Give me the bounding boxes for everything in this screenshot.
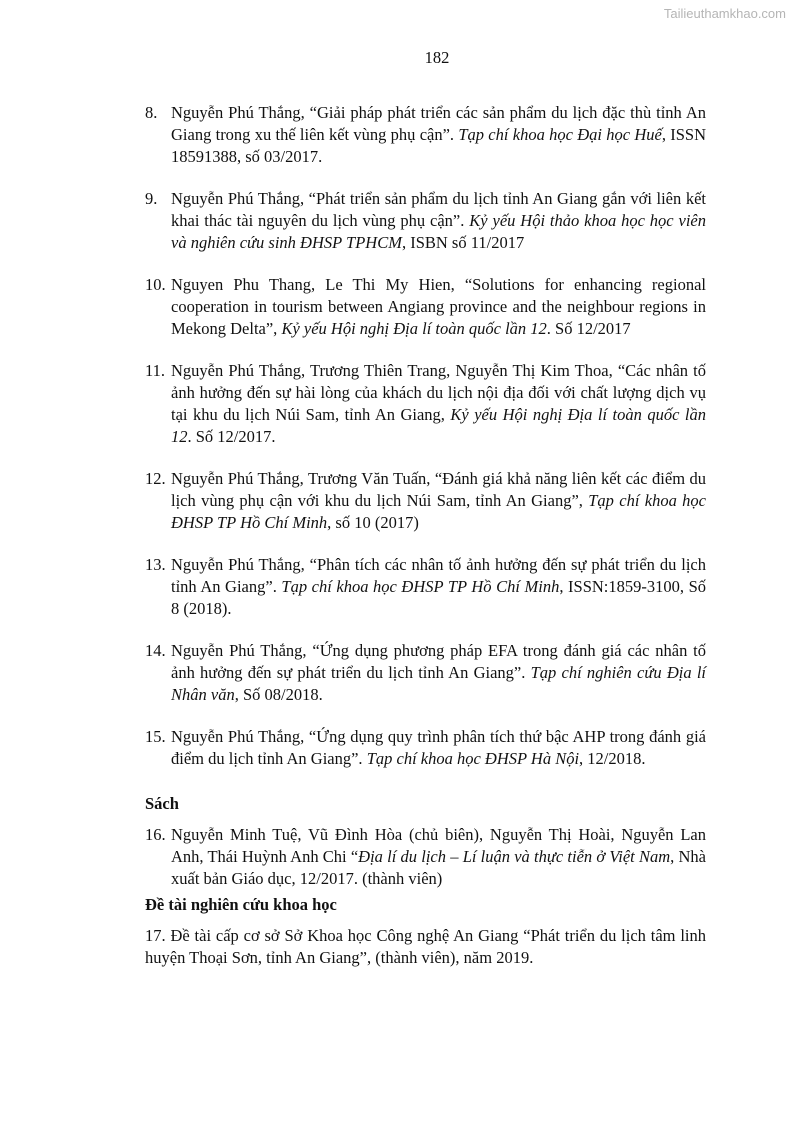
- research-heading: Đề tài nghiên cứu khoa học: [145, 895, 337, 914]
- reference-text: Nguyễn Phú Thắng, Trương Văn Tuấn, “Đánh giá khả năng liên kết các điểm du lịch vùng phụ cận với khu du lịch Núi Sam, tỉnh An Giang”,: [171, 469, 706, 510]
- book-reference: [145, 824, 706, 890]
- reference-number: 14.: [145, 641, 166, 660]
- article-reference: [145, 102, 706, 168]
- reference-text: Nguyễn Phú Thắng, “Ứng dụng phương pháp EFA trong đánh giá các nhân tố ảnh hưởng đến sự phát triển du lịch tỉnh An Giang”.: [171, 641, 706, 682]
- reference-text: Nguyễn Phú Thắng, “Ứng dụng quy trình phân tích thứ bậc AHP trong đánh giá điểm du lịch tỉnh An Giang”.: [171, 727, 706, 768]
- reference-number: 10.: [145, 275, 166, 294]
- reference-number: 11.: [145, 361, 166, 380]
- watermark: Tailieuthamkhao.com: [663, 6, 786, 21]
- reference-details: , ISSN 18591388, số 03/2017.: [171, 125, 706, 166]
- reference-details: . Số 12/2017.: [187, 427, 276, 446]
- reference-number: 8.: [145, 103, 158, 122]
- reference-number: 12.: [145, 469, 166, 488]
- reference-text: Nguyen Phu Thang, Le Thi My Hien, “Solutions for enhancing regional cooperation in tourism between Angiang province and the neighbour regions in Mekong Delta”,: [171, 275, 706, 338]
- reference-text: Nguyễn Phú Thắng, “Phát triển sản phẩm du lịch tỉnh An Giang gắn với liên kết khai thác tài nguyên du lịch vùng phụ cận”.: [171, 189, 706, 230]
- books-heading: Sách: [145, 794, 179, 813]
- reference-details: , ISSN:1859-3100, Số 8 (2018).: [171, 577, 706, 618]
- article-reference: [145, 468, 706, 534]
- reference-text: Nguyễn Phú Thắng, “Phân tích các nhân tố ảnh hưởng đến sự phát triển du lịch tỉnh An Giang”.: [171, 555, 706, 596]
- reference-details: , Số 08/2018.: [234, 685, 323, 704]
- reference-number: 16.: [145, 825, 166, 844]
- reference-details: , Nhà xuất bản Giáo dục, 12/2017. (thành viên): [171, 847, 706, 888]
- reference-title: Kỷ yếu Hội nghị Địa lí toàn quốc lần 12: [281, 319, 547, 338]
- reference-details: , số 10 (2017): [327, 513, 419, 532]
- reference-number: 15.: [145, 727, 166, 746]
- reference-title: Kỷ yếu Hội nghị Địa lí toàn quốc lần 12: [171, 405, 706, 446]
- reference-title: Tạp chí khoa học Đại học Huế: [458, 125, 662, 144]
- reference-title: Địa lí du lịch – Lí luận và thực tiễn ở Việt Nam: [358, 847, 671, 866]
- article-reference: [145, 726, 706, 770]
- document-body: [145, 102, 706, 969]
- reference-details: , ISBN số 11/2017: [401, 233, 525, 252]
- reference-details: . Số 12/2017: [546, 319, 631, 338]
- article-reference: [145, 274, 706, 340]
- reference-text: Nguyễn Minh Tuệ, Vũ Đình Hòa (chủ biên), Nguyễn Thị Hoài, Nguyễn Lan Anh, Thái Huỳnh Anh Chi “: [171, 825, 706, 866]
- reference-text: Nguyễn Phú Thắng, Trương Thiên Trang, Nguyễn Thị Kim Thoa, “Các nhân tố ảnh hưởng đến sự hài lòng của khách du lịch nội địa đối với chất lượng dịch vụ tại khu du lịch Núi Sam, tỉnh An Giang,: [171, 361, 706, 424]
- article-reference: [145, 554, 706, 620]
- article-reference: [145, 640, 706, 706]
- reference-text: Nguyễn Phú Thắng, “Giải pháp phát triển các sản phẩm du lịch đặc thù tỉnh An Giang trong xu thế liên kết vùng phụ cận”.: [171, 103, 706, 144]
- article-reference: [145, 360, 706, 448]
- research-item: 17. Đề tài cấp cơ sở Sở Khoa học Công nghệ An Giang “Phát triển du lịch tâm linh huyện Thoại Sơn, tỉnh An Giang”, (thành viên), năm 2019.: [145, 926, 706, 967]
- article-reference: [145, 188, 706, 254]
- reference-title: Tạp chí khoa học ĐHSP TP Hồ Chí Minh: [281, 577, 560, 596]
- reference-number: 13.: [145, 555, 166, 574]
- article-list: [145, 102, 706, 770]
- reference-details: , 12/2018.: [579, 749, 646, 768]
- page-number: 182: [424, 48, 450, 67]
- reference-title: Tạp chí khoa học ĐHSP Hà Nội: [366, 749, 580, 768]
- reference-title: Tạp chí nghiên cứu Địa lí Nhân văn: [171, 663, 706, 704]
- reference-number: 9.: [145, 189, 158, 208]
- reference-title: Kỷ yếu Hội thảo khoa học học viên và nghiên cứu sinh ĐHSP TPHCM: [171, 211, 706, 252]
- reference-title: Tạp chí khoa học ĐHSP TP Hồ Chí Minh: [171, 491, 706, 532]
